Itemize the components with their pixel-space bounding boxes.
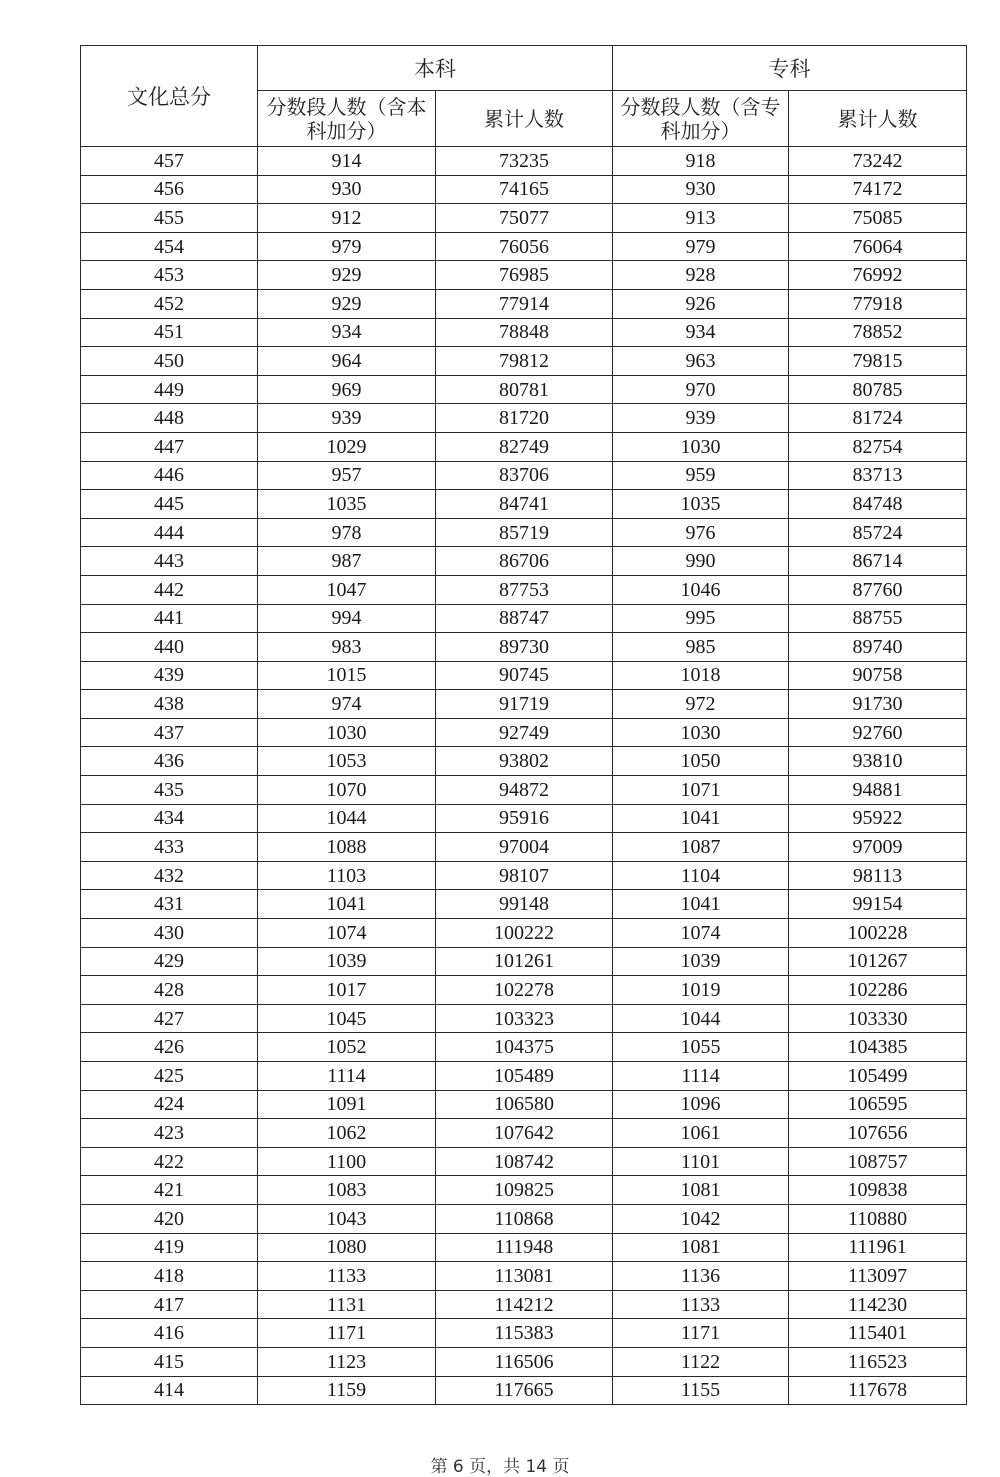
cell-undergrad-count: 1123	[258, 1347, 436, 1376]
cell-junior-count: 1030	[613, 718, 789, 747]
cell-undergrad-cumulative: 80781	[436, 375, 613, 404]
cell-total-score: 452	[81, 289, 258, 318]
cell-junior-cumulative: 88755	[789, 604, 967, 633]
cell-undergrad-cumulative: 103323	[436, 1004, 613, 1033]
cell-junior-count: 1101	[613, 1147, 789, 1176]
cell-total-score: 445	[81, 490, 258, 519]
table-row	[81, 232, 967, 261]
cell-undergrad-cumulative: 92749	[436, 718, 613, 747]
cell-undergrad-cumulative: 76985	[436, 261, 613, 290]
cell-total-score: 444	[81, 518, 258, 547]
cell-undergrad-cumulative: 87753	[436, 575, 613, 604]
cell-undergrad-count: 939	[258, 404, 436, 433]
cell-junior-cumulative: 81724	[789, 404, 967, 433]
table-row	[81, 776, 967, 805]
cell-total-score: 421	[81, 1176, 258, 1205]
table-row	[81, 147, 967, 176]
cell-junior-cumulative: 101267	[789, 947, 967, 976]
cell-junior-count: 1114	[613, 1062, 789, 1091]
table-row	[81, 919, 967, 948]
header-undergrad-group: 本科	[258, 46, 613, 91]
cell-total-score: 440	[81, 633, 258, 662]
cell-undergrad-cumulative: 108742	[436, 1147, 613, 1176]
table-row	[81, 1290, 967, 1319]
cell-junior-cumulative: 82754	[789, 432, 967, 461]
cell-total-score: 453	[81, 261, 258, 290]
cell-junior-count: 979	[613, 232, 789, 261]
cell-undergrad-count: 1083	[258, 1176, 436, 1205]
cell-total-score: 457	[81, 147, 258, 176]
table-row	[81, 976, 967, 1005]
table-row	[81, 890, 967, 919]
cell-undergrad-cumulative: 104375	[436, 1033, 613, 1062]
cell-total-score: 419	[81, 1233, 258, 1262]
table-row	[81, 833, 967, 862]
cell-undergrad-count: 1100	[258, 1147, 436, 1176]
cell-undergrad-count: 1088	[258, 833, 436, 862]
table-row	[81, 1147, 967, 1176]
cell-junior-cumulative: 113097	[789, 1262, 967, 1291]
cell-total-score: 425	[81, 1062, 258, 1091]
cell-junior-count: 1018	[613, 661, 789, 690]
cell-junior-cumulative: 106595	[789, 1090, 967, 1119]
cell-junior-count: 1055	[613, 1033, 789, 1062]
table-row	[81, 547, 967, 576]
cell-undergrad-count: 929	[258, 261, 436, 290]
cell-junior-count: 1050	[613, 747, 789, 776]
table-row	[81, 604, 967, 633]
cell-junior-cumulative: 89740	[789, 633, 967, 662]
cell-total-score: 437	[81, 718, 258, 747]
cell-junior-count: 995	[613, 604, 789, 633]
table-row	[81, 261, 967, 290]
table-row	[81, 1204, 967, 1233]
table-row	[81, 1233, 967, 1262]
cell-undergrad-count: 1091	[258, 1090, 436, 1119]
cell-total-score: 429	[81, 947, 258, 976]
cell-junior-cumulative: 78852	[789, 318, 967, 347]
table-row	[81, 1033, 967, 1062]
cell-junior-count: 985	[613, 633, 789, 662]
header-junior-cumulative: 累计人数	[789, 91, 967, 147]
cell-junior-cumulative: 109838	[789, 1176, 967, 1205]
cell-undergrad-count: 1041	[258, 890, 436, 919]
cell-junior-count: 963	[613, 347, 789, 376]
table-row	[81, 318, 967, 347]
cell-undergrad-cumulative: 81720	[436, 404, 613, 433]
cell-total-score: 436	[81, 747, 258, 776]
cell-total-score: 450	[81, 347, 258, 376]
table-row	[81, 1090, 967, 1119]
header-undergrad-cumulative: 累计人数	[436, 91, 613, 147]
cell-junior-count: 1044	[613, 1004, 789, 1033]
cell-total-score: 416	[81, 1319, 258, 1348]
cell-junior-cumulative: 74172	[789, 175, 967, 204]
cell-total-score: 434	[81, 804, 258, 833]
cell-undergrad-cumulative: 86706	[436, 547, 613, 576]
cell-junior-count: 926	[613, 289, 789, 318]
cell-total-score: 446	[81, 461, 258, 490]
cell-total-score: 451	[81, 318, 258, 347]
cell-undergrad-count: 1103	[258, 861, 436, 890]
cell-undergrad-cumulative: 78848	[436, 318, 613, 347]
cell-junior-cumulative: 77918	[789, 289, 967, 318]
cell-total-score: 423	[81, 1119, 258, 1148]
table-row	[81, 1319, 967, 1348]
cell-undergrad-count: 979	[258, 232, 436, 261]
cell-total-score: 424	[81, 1090, 258, 1119]
cell-junior-cumulative: 76992	[789, 261, 967, 290]
table-row	[81, 804, 967, 833]
cell-undergrad-cumulative: 95916	[436, 804, 613, 833]
cell-junior-cumulative: 87760	[789, 575, 967, 604]
cell-junior-cumulative: 93810	[789, 747, 967, 776]
table-row	[81, 690, 967, 719]
cell-junior-count: 1081	[613, 1176, 789, 1205]
cell-undergrad-count: 1133	[258, 1262, 436, 1291]
cell-undergrad-count: 957	[258, 461, 436, 490]
cell-total-score: 443	[81, 547, 258, 576]
cell-total-score: 449	[81, 375, 258, 404]
cell-junior-count: 1081	[613, 1233, 789, 1262]
cell-junior-count: 1041	[613, 890, 789, 919]
cell-junior-cumulative: 110880	[789, 1204, 967, 1233]
cell-undergrad-count: 1015	[258, 661, 436, 690]
cell-undergrad-cumulative: 114212	[436, 1290, 613, 1319]
cell-undergrad-count: 1053	[258, 747, 436, 776]
cell-total-score: 438	[81, 690, 258, 719]
cell-undergrad-count: 1039	[258, 947, 436, 976]
cell-total-score: 417	[81, 1290, 258, 1319]
cell-undergrad-count: 929	[258, 289, 436, 318]
cell-total-score: 431	[81, 890, 258, 919]
cell-total-score: 447	[81, 432, 258, 461]
cell-junior-cumulative: 100228	[789, 919, 967, 948]
table-row	[81, 747, 967, 776]
cell-undergrad-count: 969	[258, 375, 436, 404]
cell-total-score: 414	[81, 1376, 258, 1405]
cell-junior-count: 934	[613, 318, 789, 347]
cell-junior-count: 1035	[613, 490, 789, 519]
cell-undergrad-count: 964	[258, 347, 436, 376]
cell-junior-count: 1096	[613, 1090, 789, 1119]
cell-junior-cumulative: 103330	[789, 1004, 967, 1033]
cell-junior-count: 930	[613, 175, 789, 204]
cell-junior-count: 928	[613, 261, 789, 290]
cell-junior-cumulative: 99154	[789, 890, 967, 919]
cell-junior-count: 1155	[613, 1376, 789, 1405]
cell-total-score: 428	[81, 976, 258, 1005]
cell-total-score: 418	[81, 1262, 258, 1291]
cell-undergrad-count: 1044	[258, 804, 436, 833]
cell-undergrad-cumulative: 90745	[436, 661, 613, 690]
table-row	[81, 1262, 967, 1291]
cell-undergrad-count: 934	[258, 318, 436, 347]
cell-junior-cumulative: 73242	[789, 147, 967, 176]
cell-undergrad-cumulative: 113081	[436, 1262, 613, 1291]
cell-junior-count: 939	[613, 404, 789, 433]
cell-total-score: 439	[81, 661, 258, 690]
table-row	[81, 861, 967, 890]
cell-undergrad-count: 1029	[258, 432, 436, 461]
table-row	[81, 1119, 967, 1148]
table-row	[81, 289, 967, 318]
cell-junior-cumulative: 97009	[789, 833, 967, 862]
cell-undergrad-cumulative: 74165	[436, 175, 613, 204]
cell-undergrad-cumulative: 82749	[436, 432, 613, 461]
cell-undergrad-count: 978	[258, 518, 436, 547]
cell-junior-count: 1133	[613, 1290, 789, 1319]
cell-undergrad-count: 987	[258, 547, 436, 576]
table-body	[81, 147, 967, 1405]
table-row	[81, 575, 967, 604]
cell-total-score: 435	[81, 776, 258, 805]
cell-junior-cumulative: 104385	[789, 1033, 967, 1062]
cell-junior-cumulative: 85724	[789, 518, 967, 547]
cell-junior-count: 1104	[613, 861, 789, 890]
cell-undergrad-count: 994	[258, 604, 436, 633]
cell-undergrad-count: 1035	[258, 490, 436, 519]
cell-junior-cumulative: 91730	[789, 690, 967, 719]
cell-junior-cumulative: 114230	[789, 1290, 967, 1319]
cell-total-score: 426	[81, 1033, 258, 1062]
cell-undergrad-cumulative: 98107	[436, 861, 613, 890]
cell-junior-cumulative: 108757	[789, 1147, 967, 1176]
table-row	[81, 461, 967, 490]
cell-undergrad-count: 983	[258, 633, 436, 662]
cell-junior-cumulative: 86714	[789, 547, 967, 576]
table-row	[81, 404, 967, 433]
table-row	[81, 175, 967, 204]
cell-total-score: 422	[81, 1147, 258, 1176]
cell-undergrad-cumulative: 110868	[436, 1204, 613, 1233]
cell-junior-cumulative: 92760	[789, 718, 967, 747]
cell-junior-cumulative: 79815	[789, 347, 967, 376]
table-row	[81, 490, 967, 519]
cell-total-score: 427	[81, 1004, 258, 1033]
cell-junior-count: 1030	[613, 432, 789, 461]
cell-junior-count: 1061	[613, 1119, 789, 1148]
cell-junior-cumulative: 105499	[789, 1062, 967, 1091]
cell-undergrad-count: 1052	[258, 1033, 436, 1062]
cell-junior-count: 1041	[613, 804, 789, 833]
cell-junior-count: 1042	[613, 1204, 789, 1233]
table-row	[81, 633, 967, 662]
cell-junior-count: 1046	[613, 575, 789, 604]
cell-junior-cumulative: 84748	[789, 490, 967, 519]
cell-undergrad-cumulative: 88747	[436, 604, 613, 633]
table-row	[81, 375, 967, 404]
cell-total-score: 454	[81, 232, 258, 261]
cell-undergrad-count: 914	[258, 147, 436, 176]
cell-total-score: 433	[81, 833, 258, 862]
cell-junior-count: 1019	[613, 976, 789, 1005]
table-row	[81, 718, 967, 747]
cell-total-score: 432	[81, 861, 258, 890]
cell-undergrad-cumulative: 97004	[436, 833, 613, 862]
table-row	[81, 432, 967, 461]
cell-undergrad-cumulative: 73235	[436, 147, 613, 176]
cell-junior-cumulative: 107656	[789, 1119, 967, 1148]
cell-undergrad-count: 1030	[258, 718, 436, 747]
cell-junior-count: 976	[613, 518, 789, 547]
cell-undergrad-cumulative: 85719	[436, 518, 613, 547]
cell-undergrad-count: 1017	[258, 976, 436, 1005]
cell-undergrad-cumulative: 77914	[436, 289, 613, 318]
cell-undergrad-count: 1131	[258, 1290, 436, 1319]
cell-junior-count: 1171	[613, 1319, 789, 1348]
cell-junior-count: 972	[613, 690, 789, 719]
cell-undergrad-cumulative: 111948	[436, 1233, 613, 1262]
cell-undergrad-count: 1074	[258, 919, 436, 948]
cell-total-score: 430	[81, 919, 258, 948]
cell-junior-count: 1136	[613, 1262, 789, 1291]
cell-junior-count: 1071	[613, 776, 789, 805]
cell-total-score: 420	[81, 1204, 258, 1233]
table-row	[81, 1004, 967, 1033]
cell-junior-count: 990	[613, 547, 789, 576]
cell-undergrad-count: 1159	[258, 1376, 436, 1405]
table-row	[81, 347, 967, 376]
cell-junior-cumulative: 80785	[789, 375, 967, 404]
header-junior-group: 专科	[613, 46, 967, 91]
cell-total-score: 456	[81, 175, 258, 204]
cell-junior-count: 1122	[613, 1347, 789, 1376]
cell-undergrad-count: 1045	[258, 1004, 436, 1033]
cell-junior-count: 1039	[613, 947, 789, 976]
cell-undergrad-count: 974	[258, 690, 436, 719]
header-undergrad-count: 分数段人数（含本科加分）	[258, 91, 436, 147]
score-distribution-table	[80, 45, 967, 1405]
cell-junior-count: 970	[613, 375, 789, 404]
cell-undergrad-cumulative: 89730	[436, 633, 613, 662]
cell-junior-count: 918	[613, 147, 789, 176]
cell-total-score: 448	[81, 404, 258, 433]
cell-undergrad-count: 930	[258, 175, 436, 204]
cell-undergrad-cumulative: 91719	[436, 690, 613, 719]
cell-total-score: 455	[81, 204, 258, 233]
cell-junior-cumulative: 115401	[789, 1319, 967, 1348]
cell-junior-cumulative: 76064	[789, 232, 967, 261]
cell-undergrad-cumulative: 102278	[436, 976, 613, 1005]
cell-undergrad-count: 1171	[258, 1319, 436, 1348]
cell-undergrad-cumulative: 83706	[436, 461, 613, 490]
table-row	[81, 661, 967, 690]
cell-undergrad-cumulative: 93802	[436, 747, 613, 776]
cell-total-score: 441	[81, 604, 258, 633]
cell-junior-cumulative: 90758	[789, 661, 967, 690]
page-number: 第 6 页，共 14 页	[430, 1457, 570, 1477]
cell-junior-count: 913	[613, 204, 789, 233]
cell-junior-cumulative: 75085	[789, 204, 967, 233]
table-row	[81, 947, 967, 976]
table-row	[81, 1062, 967, 1091]
cell-junior-cumulative: 102286	[789, 976, 967, 1005]
cell-undergrad-cumulative: 116506	[436, 1347, 613, 1376]
cell-undergrad-count: 912	[258, 204, 436, 233]
cell-total-score: 415	[81, 1347, 258, 1376]
table-row	[81, 1176, 967, 1205]
table-row	[81, 518, 967, 547]
cell-undergrad-cumulative: 107642	[436, 1119, 613, 1148]
cell-undergrad-cumulative: 76056	[436, 232, 613, 261]
table-row	[81, 1347, 967, 1376]
cell-junior-count: 959	[613, 461, 789, 490]
cell-junior-cumulative: 94881	[789, 776, 967, 805]
header-junior-count: 分数段人数（含专科加分）	[613, 91, 789, 147]
cell-undergrad-count: 1062	[258, 1119, 436, 1148]
cell-undergrad-cumulative: 105489	[436, 1062, 613, 1091]
cell-undergrad-count: 1047	[258, 575, 436, 604]
cell-undergrad-count: 1114	[258, 1062, 436, 1091]
cell-undergrad-cumulative: 94872	[436, 776, 613, 805]
table-row	[81, 204, 967, 233]
cell-junior-cumulative: 116523	[789, 1347, 967, 1376]
cell-undergrad-cumulative: 75077	[436, 204, 613, 233]
cell-junior-cumulative: 117678	[789, 1376, 967, 1405]
cell-junior-count: 1087	[613, 833, 789, 862]
cell-undergrad-cumulative: 106580	[436, 1090, 613, 1119]
cell-junior-cumulative: 83713	[789, 461, 967, 490]
cell-undergrad-cumulative: 79812	[436, 347, 613, 376]
cell-undergrad-count: 1080	[258, 1233, 436, 1262]
cell-undergrad-cumulative: 100222	[436, 919, 613, 948]
cell-junior-cumulative: 95922	[789, 804, 967, 833]
cell-undergrad-cumulative: 101261	[436, 947, 613, 976]
cell-undergrad-cumulative: 84741	[436, 490, 613, 519]
cell-undergrad-cumulative: 115383	[436, 1319, 613, 1348]
cell-undergrad-count: 1070	[258, 776, 436, 805]
cell-undergrad-cumulative: 117665	[436, 1376, 613, 1405]
cell-undergrad-cumulative: 109825	[436, 1176, 613, 1205]
cell-undergrad-cumulative: 99148	[436, 890, 613, 919]
table-row	[81, 1376, 967, 1405]
cell-junior-cumulative: 98113	[789, 861, 967, 890]
header-total-score: 文化总分	[81, 46, 258, 147]
cell-junior-count: 1074	[613, 919, 789, 948]
cell-undergrad-count: 1043	[258, 1204, 436, 1233]
cell-total-score: 442	[81, 575, 258, 604]
cell-junior-cumulative: 111961	[789, 1233, 967, 1262]
